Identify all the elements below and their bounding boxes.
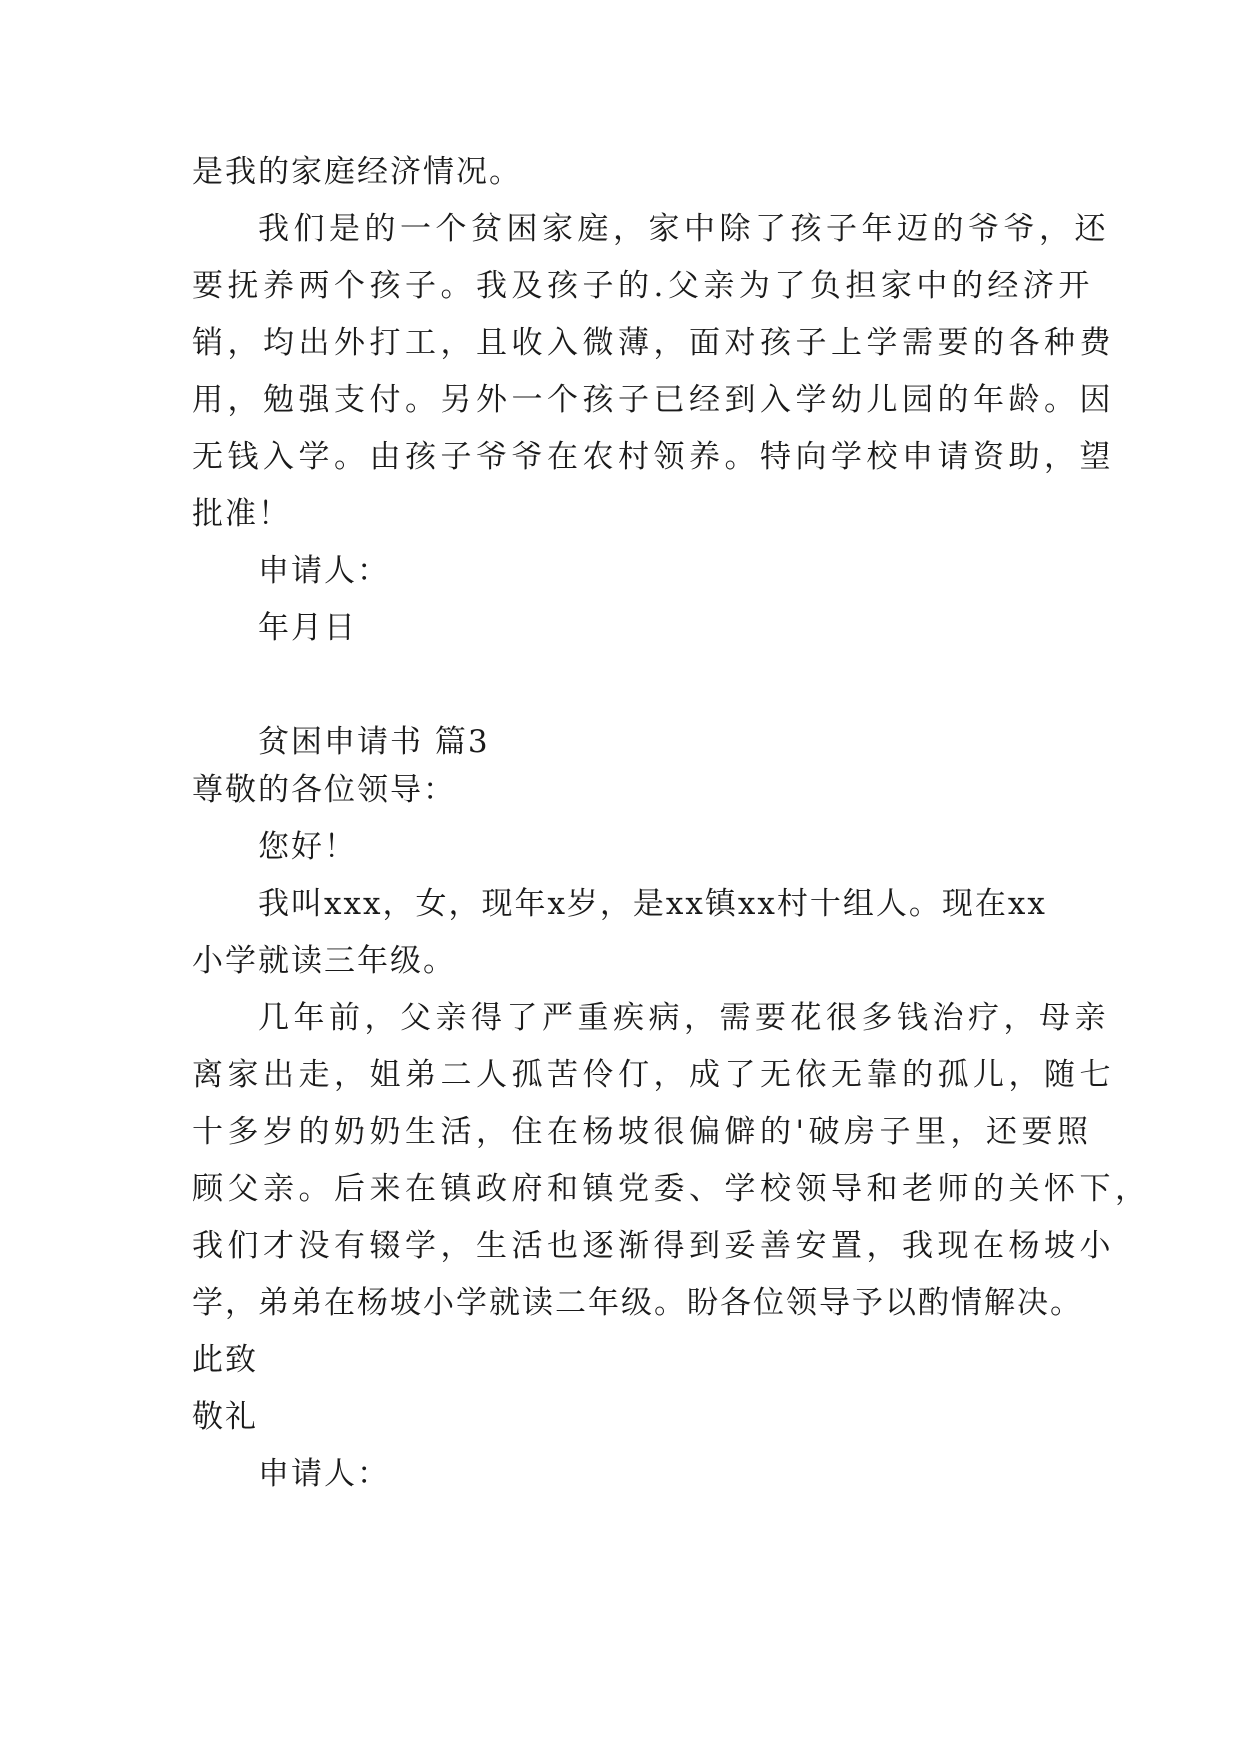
paragraph-text: 用，勉强支付。另外一个孩子已经到入学幼儿园的年龄。因 xyxy=(192,382,1115,418)
date-line: 年月日 xyxy=(258,610,357,646)
paragraph-text: 我叫xxx，女，现年x岁，是xx镇xx村十组人。现在xx xyxy=(258,886,1047,922)
applicant-label: 申请人： xyxy=(258,553,390,589)
closing-line: 敬礼 xyxy=(192,1399,258,1435)
paragraph-text: 我们才没有辍学，生活也逐渐得到妥善安置，我现在杨坡小 xyxy=(192,1228,1115,1264)
paragraph-text: 我们是的一个贫困家庭，家中除了孩子年迈的爷爷，还 xyxy=(258,211,1110,247)
paragraph-text: 无钱入学。由孩子爷爷在农村领养。特向学校申请资助，望 xyxy=(192,439,1115,475)
paragraph-text: 十多岁的奶奶生活，住在杨坡很偏僻的'破房子里，还要照 xyxy=(192,1114,1093,1150)
paragraph-text: 顾父亲。后来在镇政府和镇党委、学校领导和老师的关怀下， xyxy=(192,1171,1151,1207)
paragraph-text: 要抚养两个孩子。我及孩子的.父亲为了负担家中的经济开 xyxy=(192,268,1094,304)
section-title: 贫困申请书 篇3 xyxy=(258,724,490,760)
closing-line: 此致 xyxy=(192,1342,258,1378)
text-line: 是我的家庭经济情况。 xyxy=(192,154,522,190)
paragraph-text: 几年前，父亲得了严重疾病，需要花很多钱治疗，母亲 xyxy=(258,1000,1110,1036)
paragraph-text: 离家出走，姐弟二人孤苦伶仃，成了无依无靠的孤儿，随七 xyxy=(192,1057,1115,1093)
applicant-label: 申请人： xyxy=(258,1456,390,1492)
paragraph-text: 学，弟弟在杨坡小学就读二年级。盼各位领导予以酌情解决。 xyxy=(192,1285,1083,1321)
greeting: 您好！ xyxy=(258,829,357,865)
paragraph-text: 小学就读三年级。 xyxy=(192,943,456,979)
paragraph-text: 批准！ xyxy=(192,496,291,532)
paragraph-text: 销，均出外打工，且收入微薄，面对孩子上学需要的各种费 xyxy=(192,325,1115,361)
salutation: 尊敬的各位领导： xyxy=(192,772,456,808)
